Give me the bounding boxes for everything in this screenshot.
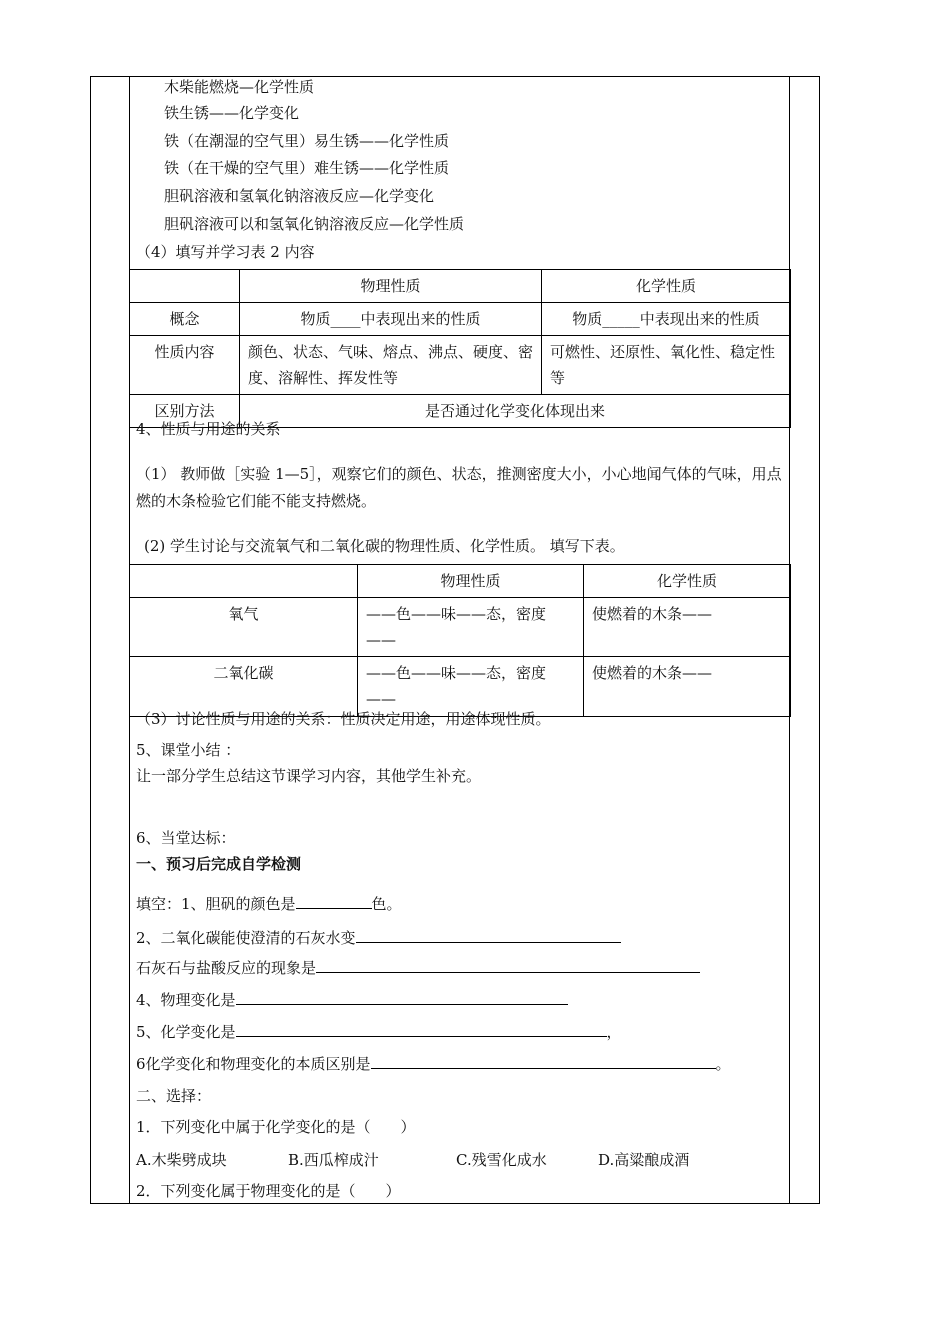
fill-question-5 xyxy=(136,1022,622,1042)
paragraph: （1） 教师做［实验 1—5］，观察它们的颜色、状态，推测密度大小，小心地闻气体的气味，用点燃的木条检验它们能不能支持燃烧。 xyxy=(136,465,782,510)
part2-title: 二、选择： xyxy=(136,1087,212,1105)
table-row xyxy=(130,303,791,336)
table-cell: 二氧化碳 xyxy=(130,657,358,717)
choice-option-a[interactable]: A.木柴劈成块 xyxy=(136,1151,227,1169)
table-cell: 物质____中表现出来的性质 xyxy=(240,303,542,336)
text-line: 铁（在干燥的空气里）难生锈——化学性质 xyxy=(164,159,450,177)
choice-question-1: 1．下列变化中属于化学变化的是（ ） xyxy=(136,1118,416,1136)
table-cell: ——色——味——态，密度—— xyxy=(358,598,584,657)
property-comparison-table xyxy=(129,269,791,428)
table-cell xyxy=(130,270,240,303)
section4-title: 4、性质与用途的关系 xyxy=(136,420,281,438)
fill-question-2 xyxy=(136,928,621,948)
text-line: 胆矾溶液和氢氧化钠溶液反应—化学变化 xyxy=(164,187,435,205)
text-line: 木柴能燃烧—化学性质 xyxy=(164,78,315,96)
fill-question-6 xyxy=(136,1054,731,1074)
fill-question-3 xyxy=(136,958,700,978)
question-text: 填空：1、胆矾的颜色是 xyxy=(136,895,296,913)
fill-question-4 xyxy=(136,990,568,1010)
table-row xyxy=(130,565,791,598)
table-header-physical: 物理性质 xyxy=(358,565,584,598)
table-cell: 氧气 xyxy=(130,598,358,657)
gas-property-table xyxy=(129,564,791,717)
question-text: 2、二氧化碳能使澄清的石灰水变 xyxy=(136,929,356,947)
table-header-chemical: 化学性质 xyxy=(584,565,791,598)
choice-option-b[interactable]: B.西瓜榨成汁 xyxy=(288,1151,379,1169)
table-header-physical: 物理性质 xyxy=(240,270,542,303)
question-text: 。 xyxy=(715,1055,731,1073)
answer-blank[interactable] xyxy=(356,928,621,943)
choice-question-2: 2．下列变化属于物理变化的是（ ） xyxy=(136,1182,401,1200)
table-cell: 概念 xyxy=(130,303,240,336)
fill-question-1 xyxy=(136,894,402,914)
table-row xyxy=(130,598,791,657)
table-cell: 使燃着的木条—— xyxy=(584,598,791,657)
section5-title: 5、课堂小结 ： xyxy=(136,741,241,759)
question-text: 4、物理变化是 xyxy=(136,991,236,1009)
answer-blank[interactable] xyxy=(236,1022,607,1037)
question-text: 色。 xyxy=(371,895,402,913)
table-row xyxy=(130,270,791,303)
text-line: 铁（在潮湿的空气里）易生锈——化学性质 xyxy=(164,132,450,150)
text-line: 铁生锈——化学变化 xyxy=(164,104,300,122)
paragraph: (2) 学生讨论与交流氧气和二氧化碳的物理性质、化学性质。 填写下表。 xyxy=(144,537,625,555)
table-cell: 是否通过化学变化体现出来 xyxy=(240,395,791,428)
question-text: ， xyxy=(606,1023,622,1041)
choice-option-c[interactable]: C.残雪化成水 xyxy=(456,1151,547,1169)
table-cell: ——色——味——态，密度—— xyxy=(358,657,584,717)
part1-title: 一、预习后完成自学检测 xyxy=(136,855,302,873)
answer-blank[interactable] xyxy=(371,1054,716,1069)
summary-text: 让一部分学生总结这节课学习内容，其他学生补充。 xyxy=(136,767,482,785)
step4-title: （4）填写并学习表 2 内容 xyxy=(136,243,315,261)
table-cell xyxy=(130,565,358,598)
text-line: 胆矾溶液可以和氢氧化钠溶液反应—化学性质 xyxy=(164,215,465,233)
answer-blank[interactable] xyxy=(296,894,372,909)
answer-blank[interactable] xyxy=(236,990,568,1005)
table-header-chemical: 化学性质 xyxy=(542,270,791,303)
table-cell: 使燃着的木条—— xyxy=(584,657,791,717)
table-row xyxy=(130,336,791,395)
question-text: 石灰石与盐酸反应的现象是 xyxy=(136,959,317,977)
paragraph: （3）讨论性质与用途的关系：性质决定用途，用途体现性质。 xyxy=(136,710,551,728)
table-cell: 物质_____中表现出来的性质 xyxy=(542,303,791,336)
table-cell: 区别方法 xyxy=(130,395,240,428)
choice-option-d[interactable]: D.高粱酿成酒 xyxy=(598,1151,690,1169)
section6-title: 6、当堂达标： xyxy=(136,829,236,847)
question-text: 5、化学变化是 xyxy=(136,1023,236,1041)
question-text: 6化学变化和物理变化的本质区别是 xyxy=(136,1055,371,1073)
table-row xyxy=(130,657,791,717)
table-cell: 性质内容 xyxy=(130,336,240,395)
table-cell: 可燃性、还原性、氧化性、稳定性等 xyxy=(542,336,791,395)
table-cell: 颜色、状态、气味、熔点、沸点、硬度、密度、溶解性、挥发性等 xyxy=(240,336,542,395)
answer-blank[interactable] xyxy=(316,958,700,973)
